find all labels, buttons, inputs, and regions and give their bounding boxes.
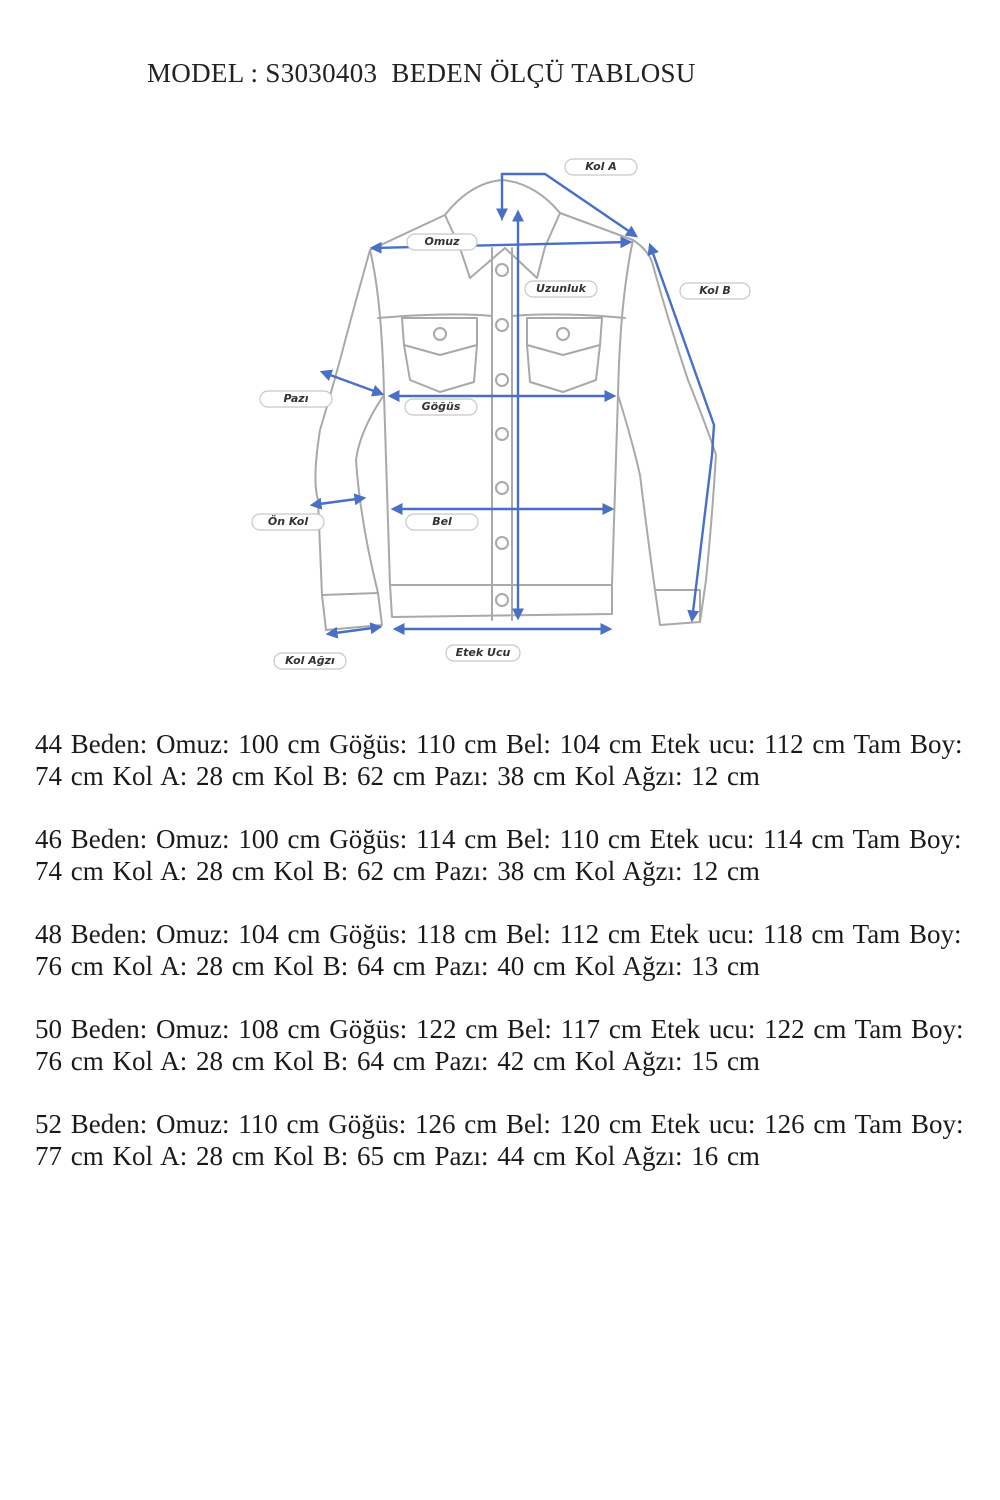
svg-text:Omuz: Omuz	[424, 235, 460, 248]
jacket-measurement-diagram	[0, 140, 1000, 680]
svg-text:Kol A: Kol A	[585, 160, 617, 173]
bel-label	[406, 514, 478, 530]
svg-text:Bel: Bel	[432, 515, 452, 528]
uzunluk-label	[525, 281, 597, 297]
svg-text:Uzunluk: Uzunluk	[536, 282, 586, 295]
page-title: MODEL : S3030403 BEDEN ÖLÇÜ TABLOSU	[147, 58, 696, 88]
size-52-measurements: 52 Beden: Omuz: 110 cm Göğüs: 126 cm Bel: 120 cm Etek ucu: 126 cm Tam Boy: 77 cm Kol A: 28 cm Kol B: 65 cm Pazı: 44 cm Kol Ağzı: 16 cm	[35, 1109, 964, 1171]
size-50-measurements: 50 Beden: Omuz: 108 cm Göğüs: 122 cm Bel: 117 cm Etek ucu: 122 cm Tam Boy: 76 cm Kol A: 28 cm Kol B: 64 cm Pazı: 42 cm Kol Ağzı: 15 cm	[35, 1014, 964, 1076]
svg-text:Göğüs: Göğüs	[421, 400, 461, 413]
on-kol-label	[252, 514, 324, 530]
etek-ucu-label	[446, 645, 520, 661]
kol-b-label	[680, 283, 750, 299]
kol-agzi-label	[274, 653, 346, 669]
svg-text:Kol Ağzı: Kol Ağzı	[285, 654, 335, 667]
size-48-measurements: 48 Beden: Omuz: 104 cm Göğüs: 118 cm Bel: 112 cm Etek ucu: 118 cm Tam Boy: 76 cm Kol A: 28 cm Kol B: 64 cm Pazı: 40 cm Kol Ağzı: 13 cm	[35, 919, 962, 981]
svg-text:Pazı: Pazı	[283, 392, 309, 405]
pazi-label	[260, 391, 332, 407]
size-46-measurements: 46 Beden: Omuz: 100 cm Göğüs: 114 cm Bel: 110 cm Etek ucu: 114 cm Tam Boy: 74 cm Kol A: 28 cm Kol B: 62 cm Pazı: 38 cm Kol Ağzı: 12 cm	[35, 824, 962, 886]
omuz-label	[407, 234, 477, 250]
on-kol-line	[312, 498, 364, 505]
svg-text:Ön Kol: Ön Kol	[267, 515, 309, 528]
svg-text:Kol B: Kol B	[699, 284, 731, 297]
size-list	[35, 728, 970, 1203]
kol-b-line	[650, 245, 714, 620]
size-44-measurements: 44 Beden: Omuz: 100 cm Göğüs: 110 cm Bel: 104 cm Etek ucu: 112 cm Tam Boy: 74 cm Kol A: 28 cm Kol B: 62 cm Pazı: 38 cm Kol Ağzı: 12 cm	[35, 729, 963, 791]
svg-text:Etek Ucu: Etek Ucu	[455, 646, 511, 659]
kol-a-label	[565, 159, 637, 175]
kol-a-line	[502, 174, 636, 236]
gogus-label	[405, 399, 477, 415]
